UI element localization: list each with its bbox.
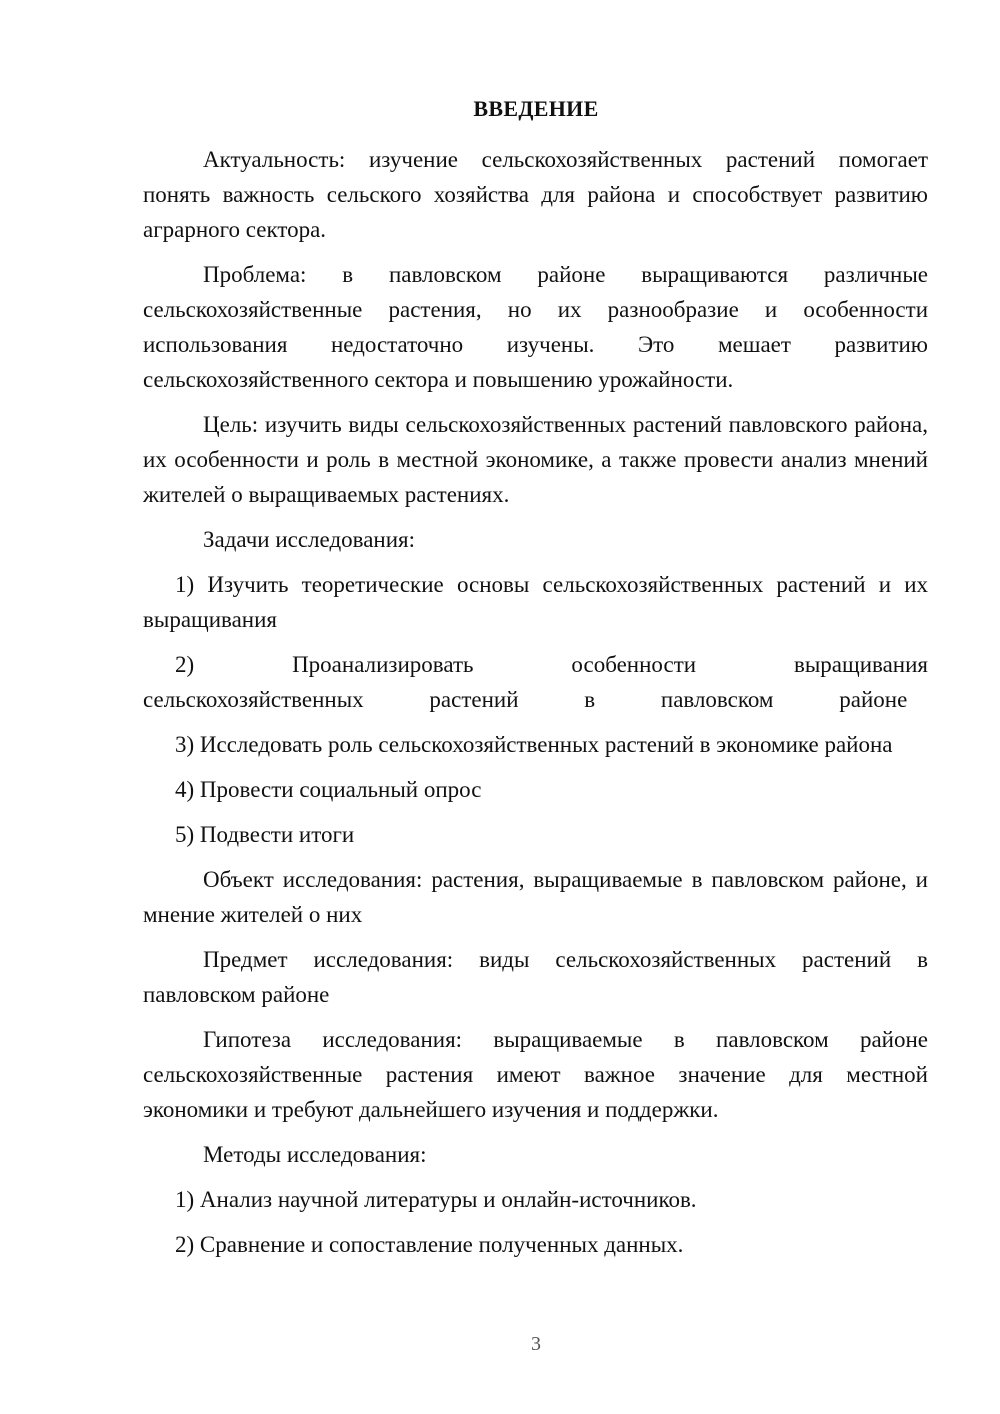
section-title: ВВЕДЕНИЕ	[473, 96, 599, 121]
task-item: 2) Проанализировать особенности выращивания сельскохозяйственных растений в павловском районе	[143, 652, 928, 712]
task-item: 5) Подвести итоги	[175, 822, 355, 847]
method-item: 1) Анализ научной литературы и онлайн-источников.	[175, 1187, 697, 1212]
relevance-paragraph: Актуальность: изучение сельскохозяйственных растений помогает понять важность сельского хозяйства для района и способствует развитию аграрного сектора.	[143, 147, 928, 242]
task-item: 3) Исследовать роль сельскохозяйственных растений в экономике района	[175, 732, 893, 757]
task-item: 4) Провести социальный опрос	[175, 777, 482, 802]
task-item: 1) Изучить теоретические основы сельскохозяйственных растений и их выращивания	[143, 572, 928, 632]
page-number: 3	[531, 1333, 541, 1355]
goal-paragraph: Цель: изучить виды сельскохозяйственных растений павловского района, их особенности и роль в местной экономике, а также провести анализ мнений жителей о выращиваемых растениях.	[143, 412, 928, 507]
object-paragraph: Объект исследования: растения, выращиваемые в павловском районе, и мнение жителей о них	[143, 867, 928, 927]
tasks-heading: Задачи исследования:	[203, 527, 416, 552]
subject-paragraph: Предмет исследования: виды сельскохозяйственных растений в павловском районе	[143, 947, 928, 1007]
problem-paragraph: Проблема: в павловском районе выращиваются различные сельскохозяйственные растения, но их разнообразие и особенности использования недостаточно изучены. Это мешает развитию сельскохозяйственного сектора и повышению урожайности.	[143, 262, 928, 392]
method-item: 2) Сравнение и сопоставление полученных данных.	[175, 1232, 684, 1257]
document-body	[143, 142, 928, 1272]
methods-heading: Методы исследования:	[203, 1142, 427, 1167]
hypothesis-paragraph: Гипотеза исследования: выращиваемые в павловском районе сельскохозяйственные растения имеют важное значение для местной экономики и требуют дальнейшего изучения и поддержки.	[143, 1027, 928, 1122]
